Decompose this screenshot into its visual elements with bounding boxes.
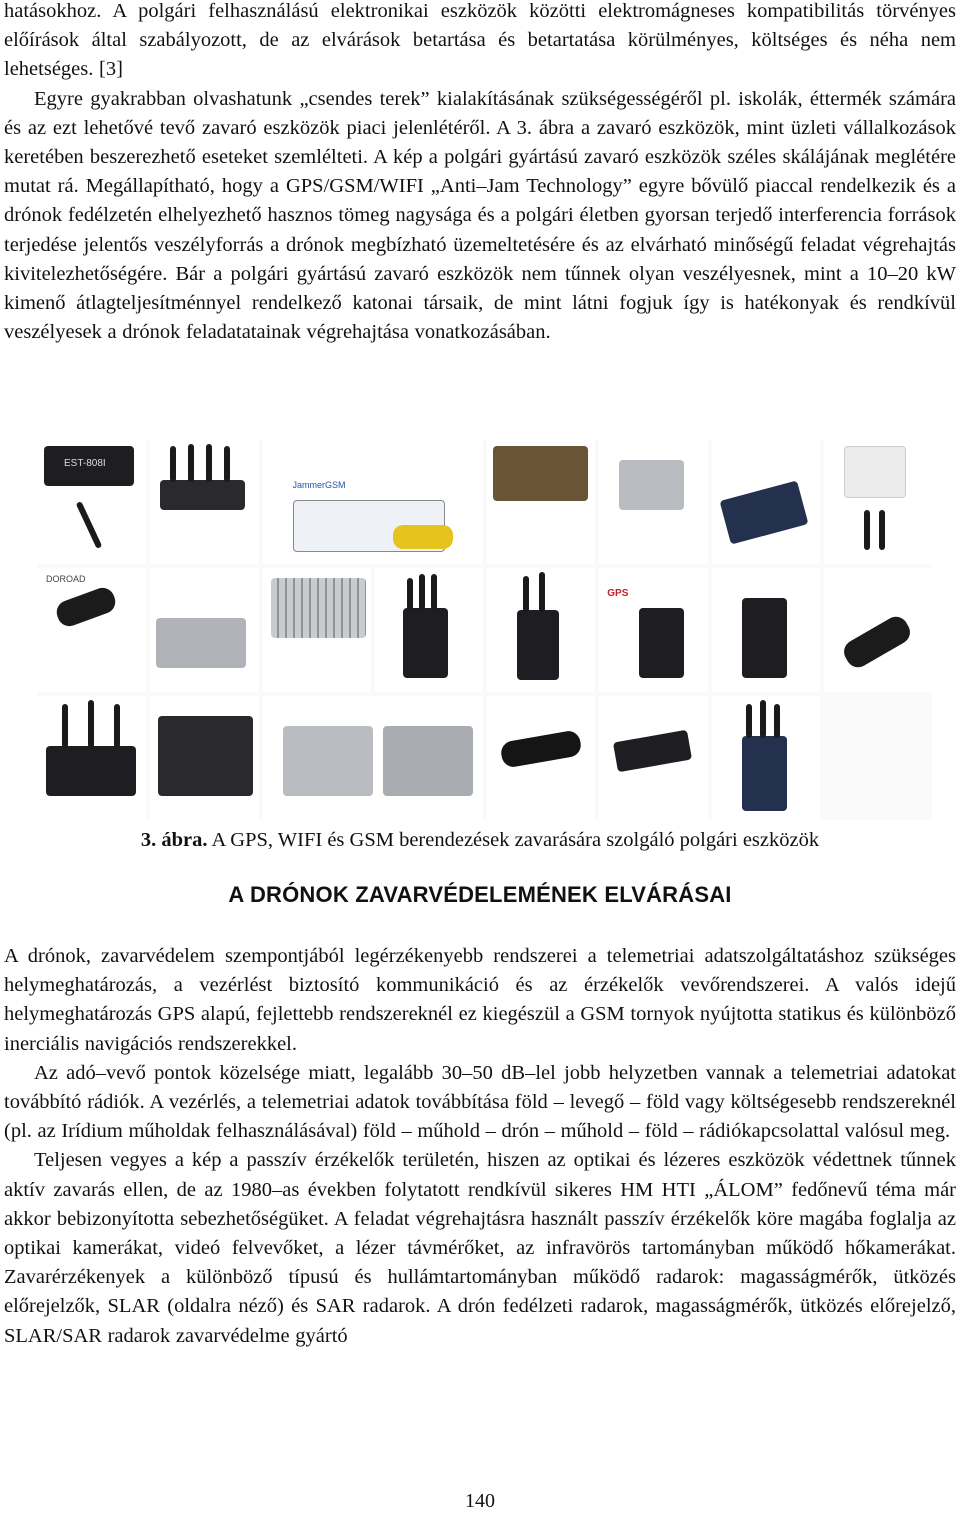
antenna-image [760,700,766,738]
photo-jammer-lighter [487,696,595,820]
figure-jammer-devices [38,440,932,820]
photo-jammer-silver-box [150,568,258,692]
photo-jammer-white-device [824,440,932,564]
board-image [493,446,588,501]
antenna-image [62,704,68,748]
photo-jammer-handheld-3ant [487,568,595,692]
page-number: 140 [465,1490,495,1512]
handheld-image [639,608,684,678]
antenna-image [431,574,437,610]
handheld-image [742,598,787,678]
figure-caption [4,826,956,855]
antenna-image [407,578,413,610]
handheld-image [742,736,787,811]
car-charger-image [53,585,118,630]
control-unit-image [158,716,253,796]
photo-jammer-heatsink [263,568,371,692]
rack-device-image [383,726,473,796]
antenna-image [206,444,212,482]
antenna-image [774,704,780,738]
photo-jammer-black-box [712,440,820,564]
antenna-image [114,704,120,748]
photo-jammer-multi-antenna [150,440,258,564]
paragraph-top-text: hatásokhoz. A polgári felhasználású elektronikai eszközök közötti elektromágneses kompatibilitás törvényes előírások által szabályozott, de az elvárások betartása és betartatása körülményes, költséges és néha nem lehetséges. [3] [4,0,956,81]
antenna-image [224,446,230,482]
antenna-image [523,576,529,612]
handheld-image [403,608,448,678]
antenna-image [419,574,425,610]
antenna-image [76,501,103,549]
photo-jammer-diagram [263,440,484,564]
paragraph-top [4,0,956,347]
antenna-image [539,572,545,612]
photo-jammer-small-box [599,696,707,820]
photo-jammer-blue-handheld [712,696,820,820]
antenna-image [170,446,176,482]
jammer-box-image [46,746,136,796]
photo-jammer-est808 [38,440,146,564]
section-paragraph-3: Teljesen vegyes a kép a passzív érzékelők területén, hiszen az optikai és lézeres eszközök védettnek tűnnek aktív zavarás ellen, de az 1980–as években folytatott rendkívül sikeres HM HTI „ÁLOM” fedőnevű téma már akkor bebizonyította sebezhetőségüket. A feladat végrehajtásra használt passzív érzékelők köre magába foglalja az optikai kamerákat, videó felvevőket, a lézer távmérőket, az infravörös tartományban működő hőkamerákat. Zavarérzékenyek a különböző típusú és hullámtartományban működő radarok: magasságmérők, ütközés előrejelzők, SLAR (oldalra néző) és SAR radarok. A drón fedélzeti radarok, magasságmérők, ütközés előrejelző, SLAR/SAR radarok zavarvédelme gyártó [4,1149,956,1347]
handheld-image [517,610,559,680]
section-paragraph-2: Az adó–vevő pontok közelsége miatt, legalább 30–50 dB–lel jobb helyzetben vannak a telemetriai adatokat továbbító rádiók. A vezérlés, a telemetriai adatok továbbítása föld – levegő – föld vagy költségesebb rendszereknél (pl. az Irídium műholdak felhasználásával) föld – műhold – drón – műhold – föld – rádiókapcsolattal valósul meg. [4,1061,956,1143]
photo-jammer-handheld [599,440,707,564]
antenna-image [88,700,94,748]
figure-photo-collage [38,440,932,820]
photo-jammer-desktop [38,696,146,820]
photo-jammer-control-unit [150,696,258,820]
heatsink-image [271,578,366,638]
car-charger-image [499,729,582,768]
device-label-jammergsm: JammerGSM [292,480,346,490]
photo-jammer-car-plug [824,568,932,692]
photo-jammer-rack [263,696,484,820]
device-label-est808: EST-808I [64,458,106,469]
photo-jammer-board [487,440,595,564]
photo-jammer-handheld-4ant [375,568,483,692]
handheld-image [619,460,684,510]
car-image [393,525,453,549]
jammer-box-image [160,480,245,510]
figure-caption-label: 3. ábra. [140,829,208,851]
device-label-doroad: DOROAD [46,574,86,584]
section-heading: A DRÓNOK ZAVARVÉDELEMÉNEK ELVÁRÁSAI [228,882,732,907]
photo-jammer-gps-icons [599,568,707,692]
section-body [4,942,956,1351]
section-paragraph-1: A drónok, zavarvédelem szempontjából legérzékenyebb rendszerei a telemetriai adatszolgáltatáshoz szükséges helymeghatározás, a vezérlést biztosító kommunikáció és az érzékelők vevőrendszerei. A valós idejű helymeghatározás GPS alapú, fejlettebb rendszereknél ez kiegészül a GSM tornyok nyújtotta statikus és különböző inerciális navigációs rendszerekkel. [4,945,956,1055]
photo-jammer-car-charger [38,568,146,692]
antenna-image [879,510,885,550]
figure-caption-text: A GPS, WIFI és GSM berendezések zavarására szolgáló polgári eszközök [211,829,820,851]
antenna-image [864,510,870,550]
white-device-image [844,446,906,498]
rack-device-image [283,726,373,796]
car-charger-image [839,612,914,671]
jammer-box-image [719,480,808,544]
photo-jammer-tall-handheld [712,568,820,692]
device-label-gps: GPS [607,588,629,599]
antenna-image [188,444,194,482]
antenna-image [746,704,752,738]
paragraph-second-text: Egyre gyakrabban olvashatunk „csendes terek” kialakításának szükségességéről pl. iskolák, éttermék számára és az ezt lehetővé tevő zavaró eszközök piaci jelenlétéről. A 3. ábra a zavaró eszközök, mint üzleti vállalkozások keretében beszerezhető eseteket szemlélteti. A kép a polgári gyártású zavaró eszközök széles skálájának meglétére mutat rá. Megállapítható, hogy a GPS/GSM/WIFI „Anti–Jam Technology” egyre bővülő piaccal rendelkezik és a drónok fedélzetén elhelyezhető hasznos tömeg nagysága és a polgári életben gyorsan terjedő interferencia források terjedése jelentős veszélyforrás a drónok megbízható üzemeltetésére és az elvárható minőségű feladat végrehajtás kivitelezhetőségére. Bár a polgári gyártású zavaró eszközök nem tűnnek olyan veszélyesnek, mint a 10–20 kW kimenő átlagteljesítménnyel rendelkező katonai társaik, de mint látni fogjuk így is hatékonyak és rendkívül veszélyesek a drónok feladatatainak végrehajtása vonatkozásában. [4,87,956,344]
jammer-box-image [613,730,692,773]
jammer-box-image [156,618,246,668]
